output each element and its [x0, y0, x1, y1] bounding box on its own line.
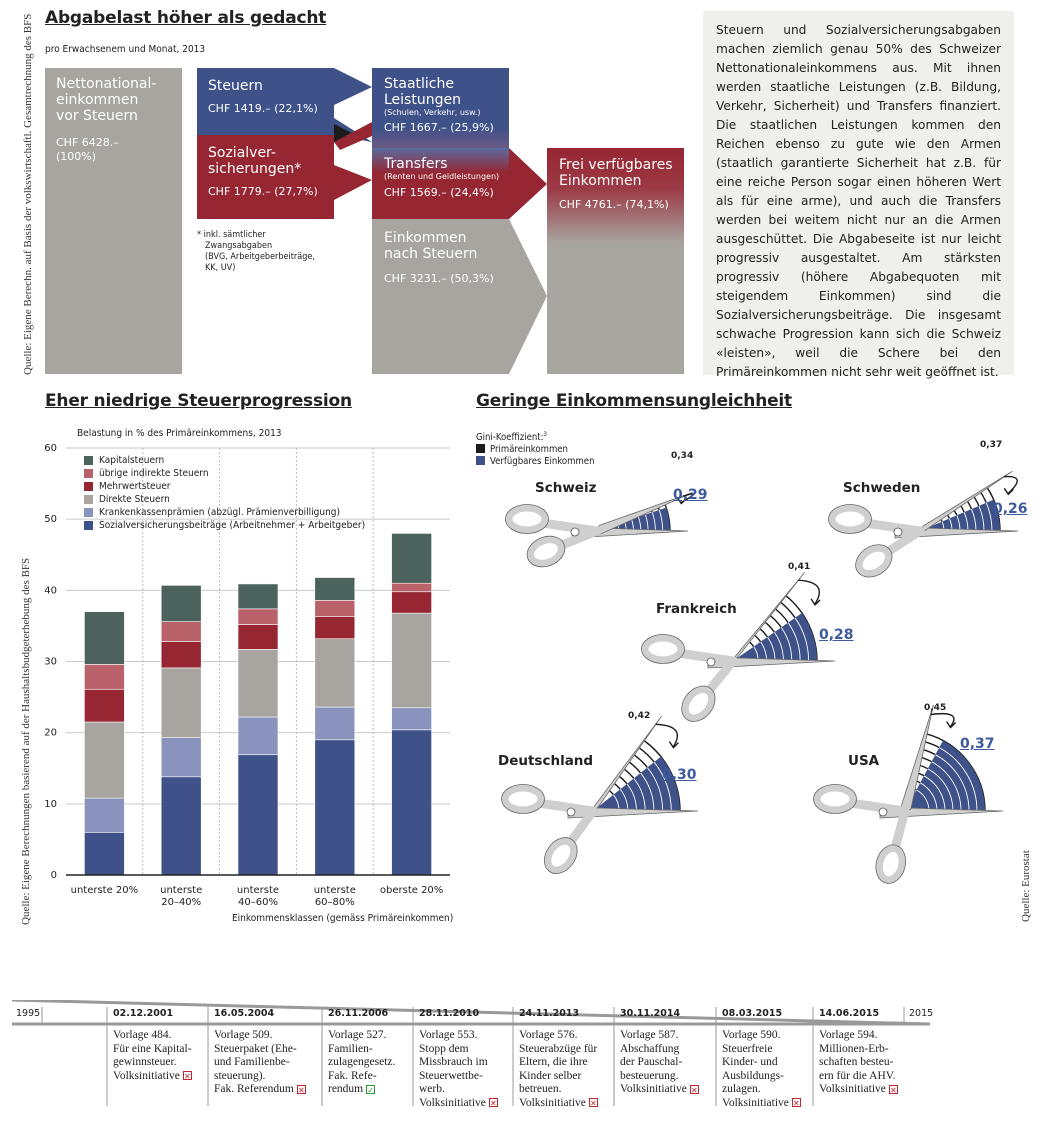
timeline-text-3: [419, 1029, 498, 1110]
xtick-2-line-0: unterste: [236, 885, 280, 896]
rejected-x-icon: ✕: [890, 1085, 897, 1095]
gini-disposable-frankreich: 0,28: [819, 627, 854, 643]
timeline-line-1-0: Vorlage 509.: [214, 1029, 273, 1041]
timeline-line-5-1: Abschaffung: [620, 1042, 680, 1055]
staatlich-value: CHF 1667.– (25,9%): [384, 121, 494, 134]
timeline-date-3: 28.11.2010: [419, 1008, 480, 1019]
handle-ring-2-1: [832, 508, 868, 530]
timeline-date-5: 30.11.2014: [620, 1008, 681, 1019]
timeline-line-7-1: Millionen-Erb-: [819, 1042, 889, 1055]
ytick-40: 40: [44, 585, 57, 597]
footnote-2: Zwangsabgaben: [205, 241, 273, 251]
timeline-line-1-1: Steuerpaket (Ehe-: [214, 1042, 297, 1055]
timeline-line-4-0: Vorlage 576.: [519, 1029, 578, 1041]
bar-chart-xlabel: Einkommensklassen (gemäss Primäreinkommen): [232, 913, 454, 924]
einkommen-title-2: nach Steuern: [384, 246, 478, 262]
handle-ring-1-3: [542, 836, 579, 875]
timeline-line-1-3: steuerung).: [214, 1069, 266, 1082]
timeline-line-6-3: Ausbildungs-: [722, 1069, 784, 1082]
timeline-line-4-2: Eltern, die ihre: [519, 1056, 588, 1068]
timeline-line-4-4: betreuen.: [519, 1083, 562, 1095]
rejected-x-icon: ✕: [793, 1099, 800, 1109]
legend-mwst-label: Mehrwertsteuer: [99, 481, 171, 492]
gini-legend-disposable-label: Verfügbares Einkommen: [490, 456, 595, 468]
timeline-start: 1995: [16, 1008, 41, 1019]
gini-disposable-usa: 0,37: [960, 736, 995, 752]
handle-ring-1-4: [876, 846, 906, 883]
timeline-line-2-2: zulagengesetz.: [328, 1056, 396, 1068]
handle-ring-2-0: [509, 508, 545, 530]
gini-primary-schweiz: 0,34: [671, 451, 694, 461]
bar-chart-subtitle: Belastung in % des Primäreinkommens, 2013: [77, 428, 282, 439]
transfers-sub: (Renten und Geldleistungen): [384, 172, 500, 181]
timeline-line-4-3: Kinder selber: [519, 1069, 582, 1082]
country-deutschland: Deutschland: [498, 753, 594, 769]
footnote-3: (BVG, Arbeitgeberbeiträge,: [205, 252, 315, 262]
sozial-title-2: sicherungen*: [208, 161, 302, 177]
einkommen-value: CHF 3231.– (50,3%): [384, 272, 494, 285]
gini-source: Quelle: Eurostat: [1020, 850, 1032, 922]
timeline-line-0-1: Für eine Kapital-: [113, 1042, 192, 1055]
timeline-end: 2015: [909, 1008, 934, 1019]
timeline-line-1-2: und Familienbe-: [214, 1056, 290, 1068]
section1-source: Quelle: Eigene Berechn. auf Basis der volkswirtschaftl. Gesamtrechnung des BFS: [22, 13, 34, 375]
xtick-1-line-0: unterste: [160, 885, 203, 896]
gini-arrow-2: [798, 580, 819, 604]
handle-ring-2-3: [505, 788, 541, 810]
timeline-line-3-4: werb.: [419, 1083, 445, 1095]
accepted-check-icon: ✓: [367, 1085, 374, 1095]
ytick-0: 0: [50, 870, 57, 881]
timeline-line-3-3: Steuerwettbe-: [419, 1069, 483, 1082]
timeline-line-3-2: Missbrauch im: [419, 1056, 488, 1068]
staatlich-title-1: Staatliche: [384, 76, 454, 92]
timeline-line-3-0: Vorlage 553.: [419, 1029, 478, 1041]
rejected-x-icon: ✕: [691, 1085, 698, 1095]
timeline-text-5: [620, 1029, 699, 1097]
gini-subtitle-text: Gini-Koeffizient:: [476, 432, 544, 444]
timeline-line-0-0: Vorlage 484.: [113, 1029, 172, 1041]
transfers-title: Transfers: [384, 156, 448, 172]
ytick-30: 30: [44, 656, 57, 668]
scissors-2: [642, 572, 836, 728]
section1-title: Abgabelast höher als gedacht: [45, 8, 327, 28]
gini-primary-usa: 0,45: [924, 703, 947, 713]
pivot-3: [567, 808, 575, 816]
frei-title-1: Frei verfügbares: [559, 157, 673, 173]
gini-disposable-schweden: 0,26: [993, 501, 1028, 517]
timeline-line-4-1: Steuerabzüge für: [519, 1042, 598, 1055]
rejected-x-icon: ✕: [297, 1085, 305, 1095]
pivot-2: [707, 658, 715, 666]
country-schweiz: Schweiz: [535, 480, 597, 496]
nne-label-3: vor Steuern: [56, 108, 138, 124]
timeline-text-2: [328, 1029, 395, 1097]
timeline-date-0: 02.12.2001: [113, 1008, 174, 1019]
section1-subtitle: pro Erwachsenem und Monat, 2013: [45, 44, 206, 55]
rejected-x-icon: ✕: [184, 1072, 191, 1082]
footnote-4: KK, UV): [205, 263, 236, 273]
bar-chart-title: Eher niedrige Steuerprogression: [45, 391, 352, 411]
xtick-1-line-1: 20–40%: [161, 897, 202, 908]
gini-legend-primary-label: Primäreinkommen: [490, 444, 568, 456]
scissors-0: [506, 493, 694, 573]
scissors-4: [814, 705, 1004, 887]
handle-arm-2-0: [542, 523, 597, 531]
legend-kapital-label: Kapitalsteuern: [99, 455, 165, 466]
timeline-line-1-4: Fak. Referendum ✕: [214, 1083, 305, 1095]
timeline-text-4: [519, 1029, 598, 1110]
timeline-date-1: 16.05.2004: [214, 1008, 275, 1019]
timeline-line-2-3: Fak. Refe-: [328, 1069, 377, 1082]
gini-primary-frankreich: 0,41: [788, 562, 811, 572]
timeline-line-5-2: der Pauschal-: [620, 1056, 683, 1068]
timeline-line-6-4: zulagen.: [722, 1083, 761, 1095]
xtick-2-line-1: 40–60%: [238, 897, 278, 908]
xtick-3-line-1: 60–80%: [314, 897, 355, 908]
staatlich-sub: (Schulen, Verkehr, usw.): [384, 108, 481, 117]
legend-kk-label: Krankenkassenprämien (abzügl. Prämienverbilligung): [99, 507, 341, 518]
country-frankreich: Frankreich: [656, 601, 737, 617]
transfers-value: CHF 1569.– (24,4%): [384, 186, 494, 199]
nne-percent: (100%): [56, 150, 97, 163]
timeline-line-4-5: Volksinitiative ✕: [519, 1096, 597, 1109]
timeline-line-5-3: besteuerung.: [620, 1069, 679, 1082]
gini-disposable-schweiz: 0,29: [673, 487, 708, 503]
gini-title: Geringe Einkommensungleichheit: [476, 391, 792, 411]
steuern-title: Steuern: [208, 78, 263, 94]
timeline-line-2-4: rendum ✓: [328, 1083, 374, 1095]
timeline-date-2: 26.11.2006: [328, 1008, 389, 1019]
gini-subtitle-sup: 3: [543, 431, 547, 438]
timeline-line-0-3: Volksinitiative ✕: [113, 1069, 191, 1082]
timeline-line-7-0: Vorlage 594.: [819, 1029, 878, 1041]
handle-arm-2-1: [865, 523, 920, 531]
timeline-line-3-1: Stopp dem: [419, 1042, 469, 1055]
timeline-line-6-1: Steuerfreie: [722, 1042, 773, 1055]
handle-arm-2-4: [850, 803, 905, 811]
handle-arm-2-2: [678, 653, 733, 661]
explanation-text: Steuern und Sozialversicherungsabgaben machen ziemlich genau 50% des Schweizer Nettonationaleinkommens aus. Mit ihnen werden staatliche Leistungen (z.B. Bildung, Verkehr, Sicherheit) und Transfers finanziert. Die staatlichen Leistungen kommen den Reichen ebenso zu gute wie den Armen (staatlich garantierte Sicherheit hat z.B. für eine reiche Person sogar einen höheren Wert als für eine arme), und auch die Transfers werden bei weitem nicht nur an die Armen ausgeschüttet. Die Abgabeseite ist nur leicht progressiv ausgestaltet. Am stärksten progressiv (höhere Abgabequoten mit steigendem Einkommen) sind die Sozialversicherungsbeiträge. Die insgesamt schwache Progression kann sich die Schweiz «leisten», weil die Schere bei den Primäreinkommen nicht sehr weit geöffnet ist.: [703, 11, 1014, 375]
handle-ring-1-2: [680, 684, 717, 723]
xtick-0-line-0: unterste 20%: [70, 885, 139, 896]
handle-ring-2-2: [645, 638, 681, 660]
pivot-0: [571, 528, 579, 536]
gini-primary-schweden: 0,37: [980, 440, 1003, 450]
pivot-4: [879, 808, 887, 816]
bar-chart-source: Quelle: Eigene Berechnungen basierend auf der Haushaltsbudgeterhebung des BFS: [20, 557, 32, 925]
gini-arrowhead-4: [947, 722, 956, 728]
einkommen-title-1: Einkommen: [384, 230, 467, 246]
legend-sv-label: Sozialversicherungsbeiträge (Arbeitnehmer + Arbeitgeber): [99, 520, 366, 531]
timeline-date-7: 14.06.2015: [819, 1008, 880, 1019]
frei-value: CHF 4761.– (74,1%): [559, 198, 669, 211]
timeline-text-1: [214, 1029, 306, 1097]
timeline-text-0: [113, 1029, 192, 1083]
xtick-3-line-0: unterste: [313, 885, 356, 896]
legend-direkt-label: Direkte Steuern: [99, 494, 170, 505]
timeline-date-4: 24.11.2013: [519, 1008, 580, 1019]
gini-primary-deutschland: 0,42: [628, 711, 651, 721]
ytick-60: 60: [44, 443, 57, 454]
rejected-x-icon: ✕: [490, 1099, 497, 1109]
ytick-20: 20: [44, 727, 57, 739]
handle-ring-1-0: [527, 535, 565, 567]
ytick-50: 50: [44, 514, 57, 526]
sozial-title-1: Sozialver-: [208, 145, 276, 161]
gini-arrow-3: [656, 724, 678, 746]
gini-arrow-4: [931, 714, 954, 727]
timeline-line-6-0: Vorlage 590.: [722, 1029, 781, 1041]
frei-title-2: Einkommen: [559, 173, 642, 189]
footnote-1: * inkl. sämtlicher: [197, 230, 266, 240]
sozial-value: CHF 1779.– (27,7%): [208, 185, 318, 198]
ytick-10: 10: [44, 798, 57, 810]
nne-label-1: Nettonational-: [56, 76, 157, 92]
timeline-line-7-4: Volksinitiative ✕: [819, 1083, 897, 1095]
rejected-x-icon: ✕: [590, 1099, 597, 1109]
handle-ring-1-1: [854, 543, 893, 579]
timeline-line-6-5: Volksinitiative ✕: [722, 1096, 800, 1109]
timeline-text-6: [722, 1029, 801, 1110]
pivot-1: [894, 528, 902, 536]
steuern-value: CHF 1419.– (22,1%): [208, 102, 318, 115]
timeline-line-2-1: Familien-: [328, 1042, 373, 1055]
nne-label-2: einkommen: [56, 92, 139, 108]
timeline-line-5-0: Vorlage 587.: [620, 1029, 679, 1041]
timeline-line-7-3: ern für die AHV.: [819, 1069, 896, 1082]
country-usa: USA: [848, 753, 880, 769]
country-schweden: Schweden: [843, 480, 921, 496]
legend-indirekt-label: übrige indirekte Steuern: [99, 468, 209, 479]
handle-ring-2-4: [817, 788, 853, 810]
timeline-text-7: [819, 1029, 898, 1097]
staatlich-title-2: Leistungen: [384, 92, 461, 108]
nne-value: CHF 6428.–: [56, 136, 119, 149]
timeline-line-2-0: Vorlage 527.: [328, 1029, 387, 1041]
timeline-line-3-5: Volksinitiative ✕: [419, 1096, 497, 1109]
timeline-line-6-2: Kinder- und: [722, 1056, 778, 1068]
timeline-date-6: 08.03.2015: [722, 1008, 783, 1019]
scissors-3: [502, 716, 699, 880]
xtick-4-line-0: oberste 20%: [379, 885, 444, 896]
timeline-line-7-2: schaften besteu-: [819, 1056, 894, 1068]
gini-disposable-deutschland: 0,30: [662, 767, 697, 783]
timeline-line-5-4: Volksinitiative ✕: [620, 1083, 698, 1095]
timeline-line-0-2: gewinnsteuer.: [113, 1056, 177, 1068]
handle-arm-2-3: [538, 803, 593, 811]
